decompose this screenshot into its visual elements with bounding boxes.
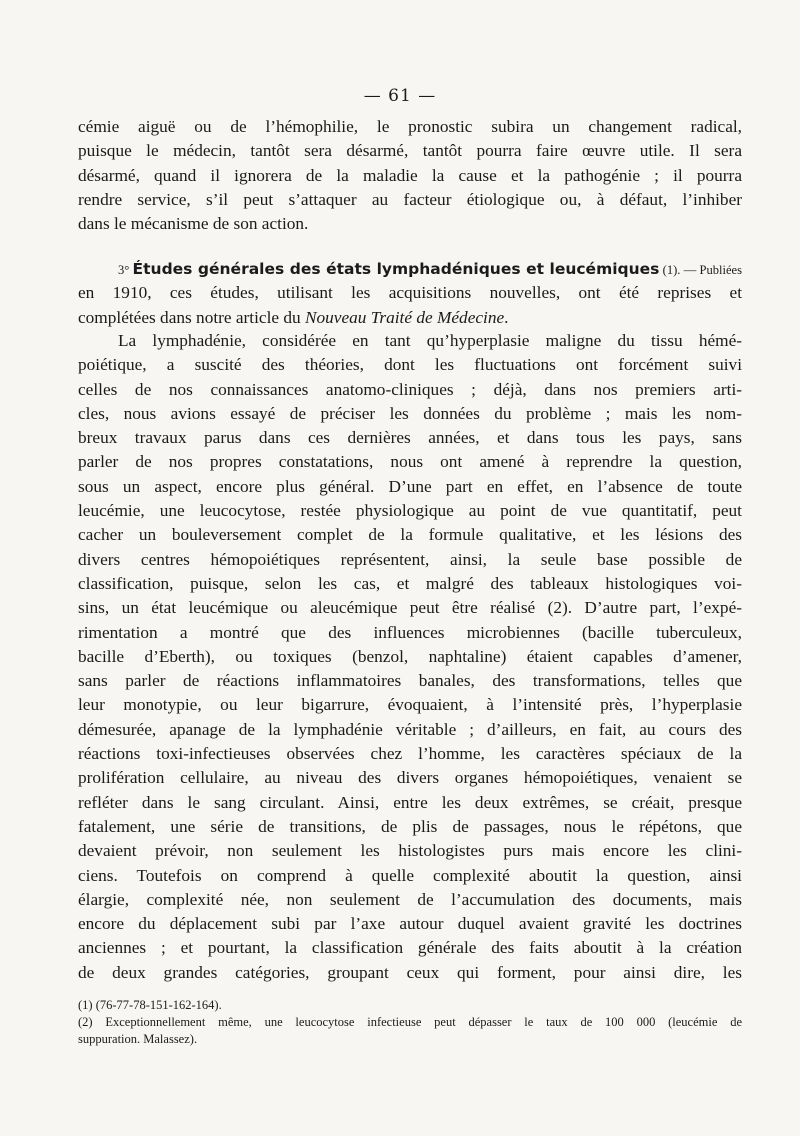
text-line: prolifération cellulaire, au niveau des divers organes hémopoiétiques, venaient se — [78, 768, 742, 788]
text-line: anciennes ; et pourtant, la classification générale des faits aboutit à la création — [78, 938, 742, 958]
section-3 — [78, 257, 742, 330]
text-line: rimentation a montré que des influences microbiennes (bacille tuberculeux, — [78, 622, 742, 642]
text-line: breux travaux parus dans ces dernières années, et dans tous les pays, sans — [78, 428, 742, 448]
text-line: désarmé, quand il ignorera de la maladie la cause et la pathogénie ; il pourra — [78, 165, 742, 185]
text-line: sous un aspect, encore plus général. D’une part en effet, en l’absence de toute — [78, 476, 742, 496]
text-line: cles, nous avions essayé de préciser les données du problème ; mais les nom- — [78, 403, 742, 423]
footnote-2: (2) Exceptionnellement même, une leucocytose infectieuse peut dépasser le taux de 100 000 (leucémie de — [78, 1015, 742, 1029]
section-title: Études générales des états lymphadéniques et leucémiques — [132, 260, 660, 278]
text-line: bacille d’Eberth), ou toxiques (benzol, naphtaline) étaient capables d’amener, — [78, 646, 742, 666]
text-line: divers centres hémopoiétiques représentent, ainsi, la seule base possible de — [78, 549, 742, 569]
journal-title: Nouveau Traité de Médecine — [304, 307, 505, 327]
text-line: démesurée, apanage de la lymphadénie véritable ; d’ailleurs, en fait, au cours des — [78, 719, 742, 739]
footnote-2-continued: suppuration. Malassez). — [78, 1032, 198, 1046]
text-line: parler de nos propres constatations, nous ont amené à reprendre la question, — [78, 452, 742, 472]
text-line: en 1910, ces études, utilisant les acquisitions nouvelles, ont été reprises et — [78, 283, 742, 303]
section-number: 3° — [118, 263, 130, 277]
text-line: encore du déplacement subi par l’axe autour duquel avaient gravité les doctrines — [78, 914, 742, 934]
text-line: celles de nos connaissances anatomo-cliniques ; déjà, dans nos premiers arti- — [78, 379, 742, 399]
text-line: élargie, complexité née, non seulement de l’accumulation des documents, mais — [78, 889, 742, 909]
footnote-1: (1) (76-77-78-151-162-164). — [78, 998, 222, 1012]
text-line: cacher un bouleversement complet de la formule qualitative, et les lésions des — [78, 525, 742, 545]
text-line: sins, un état leucémique ou aleucémique peut être réalisé (2). D’autre part, l’expé- — [78, 598, 742, 618]
section-heading-rest: — Publiées — [683, 263, 742, 277]
text-line: réactions toxi-infectieuses observées chez l’homme, les caractères spéciaux de la — [78, 744, 742, 764]
text-line: poiétique, a suscité des théories, dont les fluctuations ont forcément suivi — [78, 355, 742, 375]
text-line: ciens. Toutefois on comprend à quelle complexité aboutit la question, ainsi — [78, 865, 742, 885]
text-line — [78, 306, 742, 330]
text-line: La lymphadénie, considérée en tant qu’hyperplasie maligne du tissu hémé- — [118, 331, 742, 350]
text-line: refléter dans le sang circulant. Ainsi, entre les deux extrêmes, se créait, presque — [78, 792, 742, 812]
text-line: rendre service, s’il peut s’attaquer au facteur étiologique ou, à défaut, l’inhiber — [78, 189, 742, 209]
text-line: devaient prévoir, non seulement les histologistes purs mais encore les clini- — [78, 841, 742, 861]
section-reference: (1). — [662, 263, 681, 277]
text-fragment: complétées dans notre article du — [78, 307, 301, 327]
footnotes — [78, 997, 742, 1048]
paragraph-intro — [78, 115, 742, 236]
page-number: — 61 — — [363, 86, 437, 106]
text-line: leucémie, une leucocytose, restée physiologique au point de vue quantitatif, peut — [78, 501, 742, 521]
section-heading-line — [78, 257, 742, 281]
text-line: classification, puisque, selon les cas, et malgré des tableaux histologiques voi- — [78, 573, 742, 593]
paragraph-lymphadenie — [78, 329, 742, 985]
text-line: cémie aiguë ou de l’hémophilie, le pronostic subira un changement radical, — [78, 117, 742, 136]
text-line: dans le mécanisme de son action. — [78, 214, 309, 234]
text-line: fatalement, une série de transitions, de plis de passages, nous le répétons, que — [78, 816, 742, 836]
text-line: sans parler de réactions inflammatoires banales, des transformations, telles que — [78, 671, 742, 691]
text-line: leur monotypie, ou leur bigarrure, évoquaient, à l’intensité près, l’hyperplasie — [78, 695, 742, 715]
text-line: puisque le médecin, tantôt sera désarmé, tantôt pourra faire œuvre utile. Il sera — [78, 141, 742, 161]
text-fragment: . — [504, 307, 509, 327]
text-line: de deux grandes catégories, groupant ceux qui forment, pour ainsi dire, les — [78, 962, 742, 982]
